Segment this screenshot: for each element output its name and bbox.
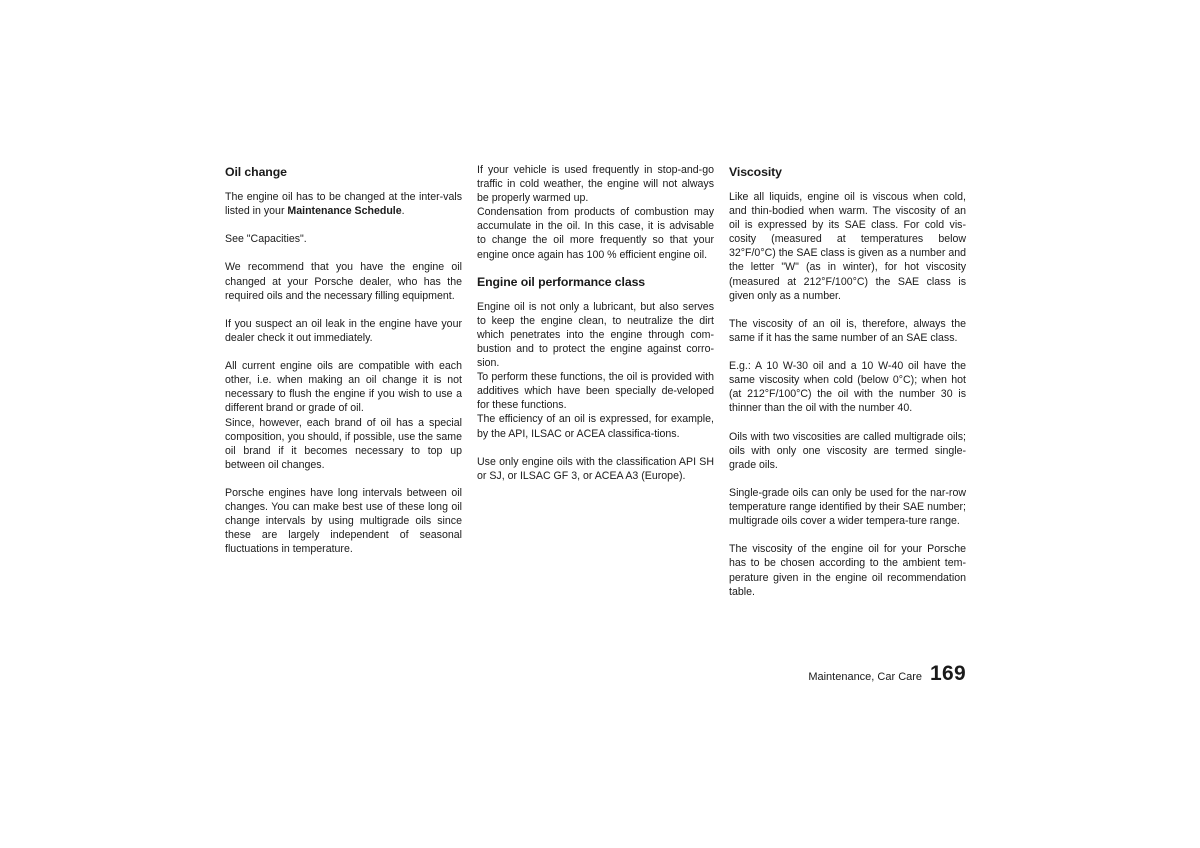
section-title: Maintenance, Car Care: [808, 671, 923, 683]
paragraph-choose-viscosity: The viscosity of the engine oil for your Porsche has to be chosen according to the ambient tem-perature given in the engine oil recommendation table.: [729, 543, 966, 598]
column-viscosity: [729, 164, 966, 599]
paragraph-single-grade: Single-grade oils can only be used for the nar-row temperature range identified by their SAE number; multigrade oils cover a wider tempera-ture range.: [729, 486, 966, 528]
paragraph-viscous: Like all liquids, engine oil is viscous when cold, and thin-bodied when warm. The viscosity of an oil is expressed by its SAE class. For cold vis-cosity (measured at temperatures below 32°F/0°C) the SAE class is given as a number and the letter "W" (as in winter), for hot viscosity (measured at 212°F/100°C) the SAE class is given only as a number.: [729, 191, 966, 302]
paragraph-same-viscosity: The viscosity of an oil is, therefore, always the same if it has the same number of an SAE class.: [729, 317, 966, 344]
paragraph-example: E.g.: A 10 W-30 oil and a 10 W-40 oil have the same viscosity when cold (below 0°C); when hot (at 212°F/100°C) the oil with the number 30 is thinner than the oil with the number 40.: [729, 360, 966, 415]
paragraph-stop-and-go: If your vehicle is used frequently in stop-and-go traffic in cold weather, the engine will not always be properly warmed up.: [477, 164, 714, 205]
page-footer: [808, 662, 966, 686]
column-performance-class: [477, 163, 714, 483]
heading-oil-change: Oil change: [225, 165, 287, 179]
paragraph-long-intervals: Porsche engines have long intervals between oil changes. You can make best use of these long oil change intervals by using multigrade oils since these are largely independent of seasonal fluctuations in temperature.: [225, 486, 462, 556]
column-oil-change: [225, 164, 462, 556]
paragraph-condensation: Condensation from products of combustion may accumulate in the oil. In this case, it is advisable to change the oil more frequently so that your engine once again has 100 % efficient engine oil.: [477, 206, 714, 261]
text-period: .: [401, 205, 405, 218]
paragraph-change-intervals: [225, 190, 462, 218]
paragraph-oil-leak: If you suspect an oil leak in the engine have your dealer check it out immediately.: [225, 317, 462, 344]
paragraph-multigrade: Oils with two viscosities are called multigrade oils; oils with only one viscosity are termed single-grade oils.: [729, 430, 966, 471]
heading-viscosity: Viscosity: [729, 165, 782, 179]
text-maintenance-schedule: Maintenance Schedule: [287, 205, 402, 218]
page-number: 169: [930, 662, 966, 685]
paragraph-capacities: See "Capacities".: [225, 233, 307, 246]
paragraph-compatibility: All current engine oils are compatible with each other, i.e. when making an oil change it is not necessary to flush the engine if you wish to use a different brand or grade of oil.: [225, 360, 462, 415]
paragraph-classifications: The efficiency of an oil is expressed, for example, by the API, ILSAC or ACEA classifica-tions.: [477, 413, 714, 440]
paragraph-same-brand: Since, however, each brand of oil has a special composition, you should, if possible, use the same oil brand if it becomes necessary to top up between oil changes.: [225, 416, 462, 471]
paragraph-additives: To perform these functions, the oil is provided with additives which have been specially de-veloped for these functions.: [477, 371, 714, 412]
paragraph-dealer-recommendation: We recommend that you have the engine oil changed at your Porsche dealer, who has the required oils and the necessary filling equipment.: [225, 261, 462, 302]
paragraph-use-only: Use only engine oils with the classification API SH or SJ, or ILSAC GF 3, or ACEA A3 (Europe).: [477, 455, 714, 482]
paragraph-lubricant: Engine oil is not only a lubricant, but also serves to keep the engine clean, to neutralize the dirt which penetrates into the engine through com-bustion and to protect the engine against corro-sion.: [477, 300, 714, 370]
heading-performance-class: Engine oil performance class: [477, 274, 646, 289]
text-intervals: The engine oil has to be changed at the inter-vals listed in your: [225, 191, 462, 218]
